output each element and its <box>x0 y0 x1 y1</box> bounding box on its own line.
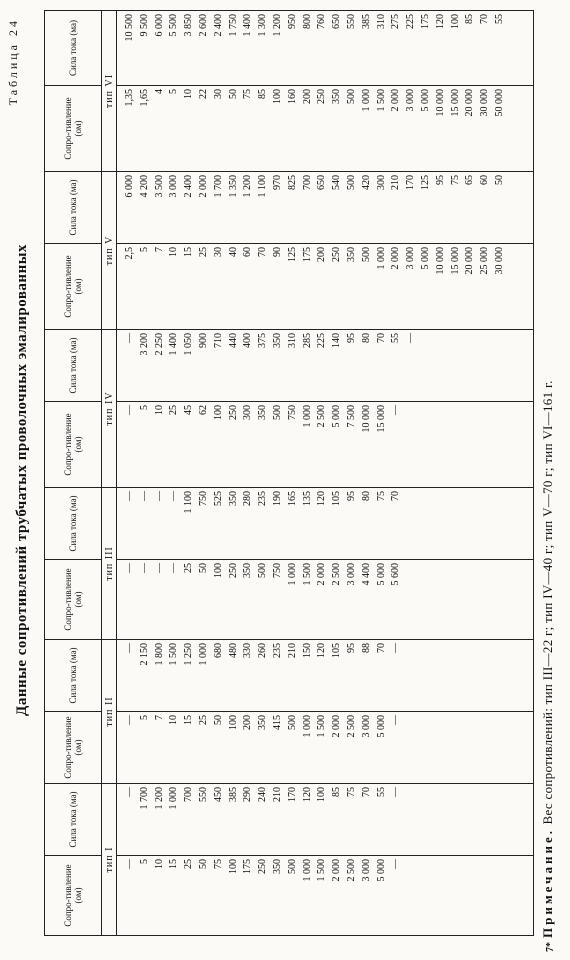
type-6-resistance-values: 1,35 1,65 4 5 10 22 30 50 75 85 100 160 200 250 350 500 1 000 1 500 2 000 3 000 5 000 10 000 15 000 20 000 30 000 50 000 <box>117 86 534 172</box>
type-6-current-values: 10 500 9 500 6 000 5 500 3 850 2 600 2 400 1 750 1 400 1 300 1 200 950 800 760 650 550 385 310 275 225 175 120 100 85 70 55 <box>117 11 534 86</box>
resistance-column-header: Сопро-тивление (ом) <box>45 712 102 784</box>
note-text: Вес сопротивлений: тип III—22 г; тип IV—40 г; тип V—70 г; тип VI—161 г. <box>540 380 555 825</box>
resistance-column-header: Сопро-тивление (ом) <box>45 402 102 488</box>
type-3-current-values: — — — — 1 100 750 525 350 280 235 190 165 135 120 105 95 80 75 70 <box>117 488 534 560</box>
table-row <box>117 11 534 936</box>
resistance-table <box>44 10 534 936</box>
type-header-row <box>102 11 117 936</box>
current-column-header: Сила тока (ма) <box>45 784 102 856</box>
resistance-column-header: Сопро-тивление (ом) <box>45 86 102 172</box>
type-header: тип II <box>102 640 117 784</box>
resistance-column-header: Сопро-тивление (ом) <box>45 560 102 640</box>
current-column-header: Сила тока (ма) <box>45 640 102 712</box>
resistance-column-header: Сопро-тивление (ом) <box>45 244 102 330</box>
current-column-header: Сила тока (ма) <box>45 488 102 560</box>
type-4-resistance-values: — 5 10 25 45 62 100 250 300 350 500 750 1 000 2 500 5 000 7 500 10 000 15 000 — <box>117 402 534 488</box>
type-5-current-values: 6 000 4 200 3 500 3 000 2 400 2 000 1 700 1 350 1 200 1 100 970 825 700 650 540 500 420 300 210 170 125 95 75 65 60 50 <box>117 172 534 244</box>
type-header: тип VI <box>102 11 117 172</box>
type-1-resistance-values: — 5 10 15 25 50 75 100 175 250 350 500 1 000 1 500 2 000 2 500 3 000 5 000 — <box>117 856 534 936</box>
resistance-column-header: Сопро-тивление (ом) <box>45 856 102 936</box>
type-5-resistance-values: 2,5 5 7 10 15 25 30 40 60 70 90 125 175 200 250 350 500 1 000 2 000 3 000 5 000 10 000 15 000 20 000 25 000 30 000 <box>117 244 534 330</box>
type-3-resistance-values: — — — — 25 50 100 250 350 500 750 1 000 1 500 2 000 2 500 3 000 4 400 5 000 5 600 <box>117 560 534 640</box>
current-column-header: Сила тока (ма) <box>45 172 102 244</box>
current-column-header: Сила тока (ма) <box>45 11 102 86</box>
type-1-current-values: — 1 700 1 200 1 000 700 550 450 385 290 240 210 170 120 100 85 75 70 55 — <box>117 784 534 856</box>
type-header: тип I <box>102 784 117 936</box>
type-header: тип V <box>102 172 117 330</box>
table-title: Данные сопротивлений трубчатых проволочных эмалированных <box>14 244 30 716</box>
type-4-current-values: — 3 200 2 250 1 400 1 050 900 710 440 400 375 350 310 285 225 140 95 80 70 55 — <box>117 330 534 402</box>
footnote <box>540 10 556 938</box>
table-label: Таблица 24 <box>6 18 20 106</box>
page-mark: 7* <box>545 942 556 952</box>
type-header: тип III <box>102 488 117 640</box>
type-2-resistance-values: — 5 7 10 15 25 50 100 200 350 415 500 1 000 1 500 2 000 2 500 3 000 5 000 — <box>117 712 534 784</box>
column-header-row <box>45 11 102 936</box>
type-header: тип IV <box>102 330 117 488</box>
current-column-header: Сила тока (ма) <box>45 330 102 402</box>
type-2-current-values: — 2 150 1 800 1 500 1 250 1 000 680 480 330 260 235 210 150 120 105 95 88 70 — <box>117 640 534 712</box>
note-label: Примечание. <box>540 828 555 938</box>
